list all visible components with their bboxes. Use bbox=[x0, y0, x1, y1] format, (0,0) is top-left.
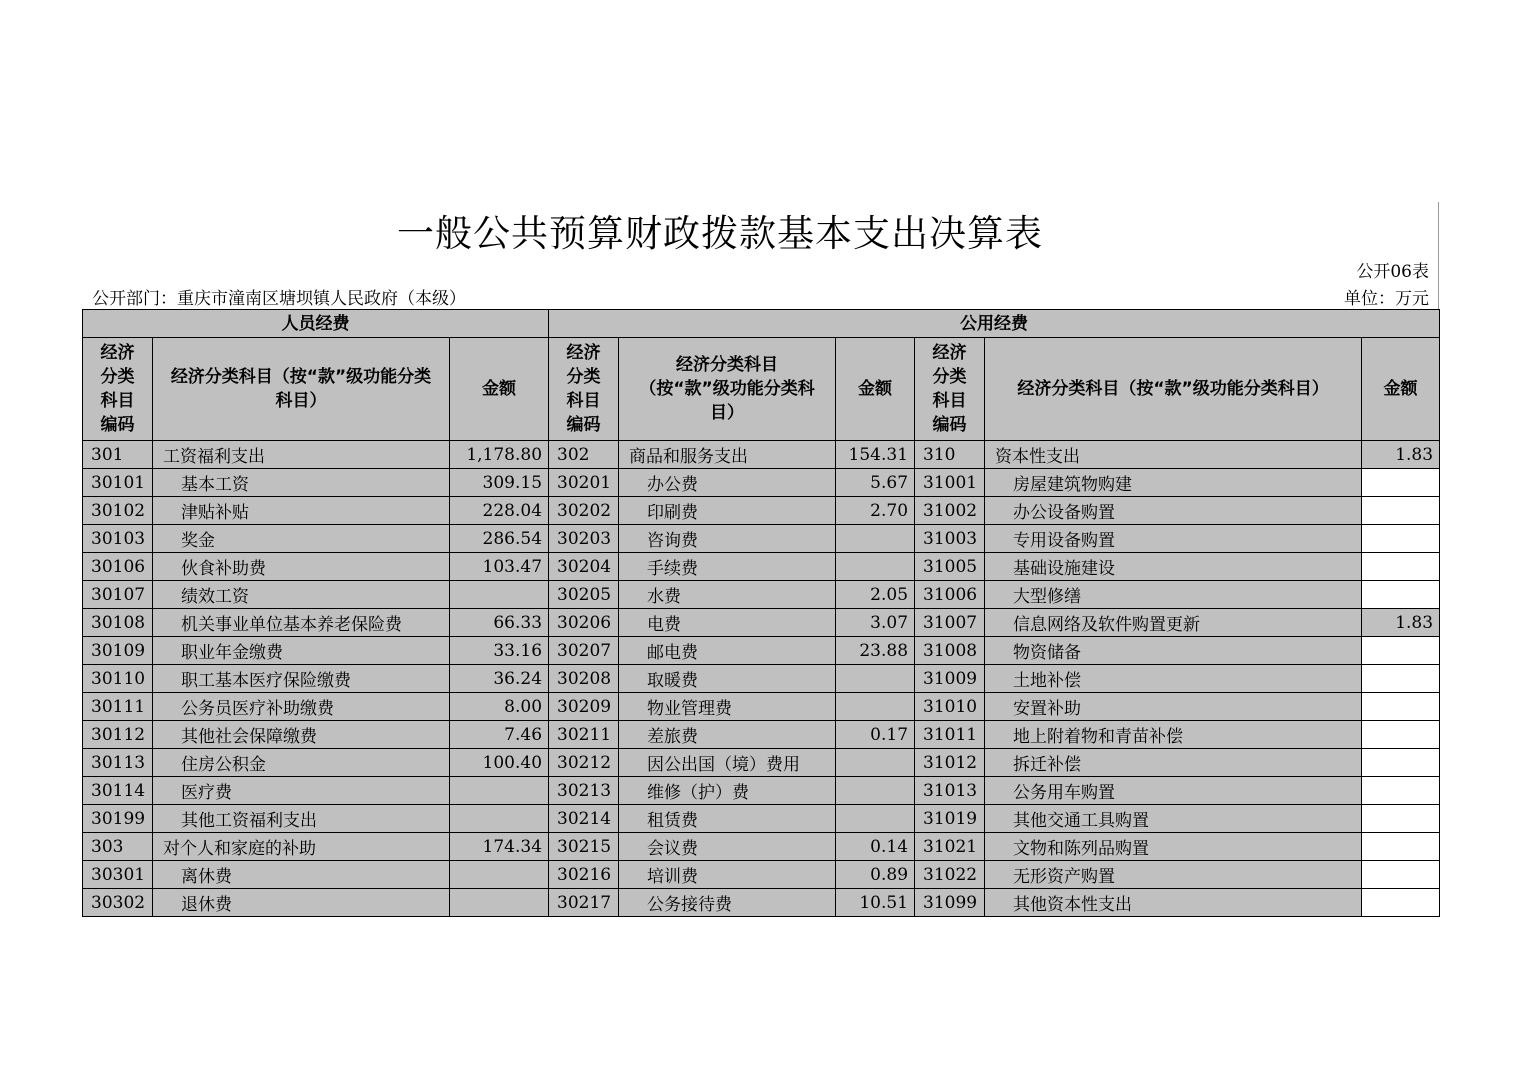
item-code: 30212 bbox=[549, 749, 619, 777]
table-row bbox=[83, 525, 1440, 553]
item-amount bbox=[1362, 777, 1440, 805]
item-amount: 103.47 bbox=[450, 553, 549, 581]
item-amount bbox=[836, 665, 915, 693]
item-name: 绩效工资 bbox=[153, 581, 450, 609]
item-name: 资本性支出 bbox=[985, 441, 1362, 469]
table-row bbox=[83, 609, 1440, 637]
item-name: 其他资本性支出 bbox=[985, 889, 1362, 917]
item-amount bbox=[1362, 861, 1440, 889]
item-code: 30211 bbox=[549, 721, 619, 749]
item-code: 31001 bbox=[915, 469, 985, 497]
item-amount: 10.51 bbox=[836, 889, 915, 917]
item-code: 31099 bbox=[915, 889, 985, 917]
item-name: 对个人和家庭的补助 bbox=[153, 833, 450, 861]
item-code: 30106 bbox=[83, 553, 153, 581]
item-code: 31006 bbox=[915, 581, 985, 609]
table-row bbox=[83, 777, 1440, 805]
item-amount bbox=[836, 777, 915, 805]
section-personnel: 人员经费 bbox=[83, 310, 549, 338]
item-name: 奖金 bbox=[153, 525, 450, 553]
item-amount: 7.46 bbox=[450, 721, 549, 749]
item-code: 301 bbox=[83, 441, 153, 469]
header-name: 经济分类科目（按“款”级功能分类科目） bbox=[153, 338, 450, 441]
item-amount bbox=[1362, 581, 1440, 609]
item-code: 30107 bbox=[83, 581, 153, 609]
item-amount bbox=[1362, 497, 1440, 525]
unit-label: 单位：万元 bbox=[1344, 289, 1429, 309]
item-amount bbox=[1362, 833, 1440, 861]
item-name: 取暖费 bbox=[619, 665, 836, 693]
item-amount bbox=[836, 553, 915, 581]
item-name: 无形资产购置 bbox=[985, 861, 1362, 889]
table-row bbox=[83, 861, 1440, 889]
header-name: 经济分类科目（按“款”级功能分类科目） bbox=[619, 338, 836, 441]
item-code: 31002 bbox=[915, 497, 985, 525]
item-amount: 228.04 bbox=[450, 497, 549, 525]
header-amount: 金额 bbox=[836, 338, 915, 441]
item-code: 30114 bbox=[83, 777, 153, 805]
item-name: 伙食补助费 bbox=[153, 553, 450, 581]
item-code: 30101 bbox=[83, 469, 153, 497]
item-name: 差旅费 bbox=[619, 721, 836, 749]
table-row bbox=[83, 889, 1440, 917]
item-code: 31019 bbox=[915, 805, 985, 833]
item-name: 公务用车购置 bbox=[985, 777, 1362, 805]
table-row bbox=[83, 581, 1440, 609]
item-amount: 100.40 bbox=[450, 749, 549, 777]
item-amount: 23.88 bbox=[836, 637, 915, 665]
item-name: 退休费 bbox=[153, 889, 450, 917]
item-amount bbox=[1362, 637, 1440, 665]
item-name: 水费 bbox=[619, 581, 836, 609]
item-code: 30206 bbox=[549, 609, 619, 637]
item-amount: 33.16 bbox=[450, 637, 549, 665]
item-code: 310 bbox=[915, 441, 985, 469]
item-name: 职业年金缴费 bbox=[153, 637, 450, 665]
item-name: 拆迁补偿 bbox=[985, 749, 1362, 777]
item-name: 大型修缮 bbox=[985, 581, 1362, 609]
item-amount: 0.14 bbox=[836, 833, 915, 861]
item-amount bbox=[450, 805, 549, 833]
item-name: 其他交通工具购置 bbox=[985, 805, 1362, 833]
item-amount: 3.07 bbox=[836, 609, 915, 637]
item-amount bbox=[450, 777, 549, 805]
table-row bbox=[83, 441, 1440, 469]
item-code: 302 bbox=[549, 441, 619, 469]
item-code: 31022 bbox=[915, 861, 985, 889]
item-code: 31012 bbox=[915, 749, 985, 777]
item-name: 培训费 bbox=[619, 861, 836, 889]
item-code: 30208 bbox=[549, 665, 619, 693]
item-code: 31003 bbox=[915, 525, 985, 553]
table-row bbox=[83, 553, 1440, 581]
item-name: 物业管理费 bbox=[619, 693, 836, 721]
item-amount bbox=[1362, 889, 1440, 917]
item-name: 会议费 bbox=[619, 833, 836, 861]
item-amount bbox=[1362, 469, 1440, 497]
item-code: 30109 bbox=[83, 637, 153, 665]
report-title: 一般公共预算财政拨款基本支出决算表 bbox=[397, 212, 1043, 255]
item-name: 基础设施建设 bbox=[985, 553, 1362, 581]
item-amount bbox=[1362, 525, 1440, 553]
item-name: 基本工资 bbox=[153, 469, 450, 497]
item-code: 31005 bbox=[915, 553, 985, 581]
header-code: 经济分类科目编码 bbox=[549, 338, 619, 441]
item-code: 30111 bbox=[83, 693, 153, 721]
item-name: 机关事业单位基本养老保险费 bbox=[153, 609, 450, 637]
item-code: 30215 bbox=[549, 833, 619, 861]
item-amount: 154.31 bbox=[836, 441, 915, 469]
item-name: 商品和服务支出 bbox=[619, 441, 836, 469]
item-amount: 286.54 bbox=[450, 525, 549, 553]
item-amount: 309.15 bbox=[450, 469, 549, 497]
item-name: 因公出国（境）费用 bbox=[619, 749, 836, 777]
item-code: 30199 bbox=[83, 805, 153, 833]
item-code: 31010 bbox=[915, 693, 985, 721]
item-amount bbox=[1362, 693, 1440, 721]
header-amount: 金额 bbox=[1362, 338, 1440, 441]
item-amount: 0.17 bbox=[836, 721, 915, 749]
item-name: 医疗费 bbox=[153, 777, 450, 805]
item-code: 30217 bbox=[549, 889, 619, 917]
item-name: 维修（护）费 bbox=[619, 777, 836, 805]
item-name: 其他工资福利支出 bbox=[153, 805, 450, 833]
item-code: 30216 bbox=[549, 861, 619, 889]
item-name: 津贴补贴 bbox=[153, 497, 450, 525]
item-amount bbox=[1362, 553, 1440, 581]
item-code: 31011 bbox=[915, 721, 985, 749]
item-amount: 8.00 bbox=[450, 693, 549, 721]
item-name: 租赁费 bbox=[619, 805, 836, 833]
item-name: 安置补助 bbox=[985, 693, 1362, 721]
item-amount: 5.67 bbox=[836, 469, 915, 497]
item-code: 31013 bbox=[915, 777, 985, 805]
table-row bbox=[83, 693, 1440, 721]
item-code: 30302 bbox=[83, 889, 153, 917]
table-row bbox=[83, 749, 1440, 777]
item-amount: 1.83 bbox=[1362, 441, 1440, 469]
item-amount bbox=[450, 889, 549, 917]
item-amount bbox=[836, 805, 915, 833]
table-body bbox=[83, 441, 1440, 917]
item-code: 31009 bbox=[915, 665, 985, 693]
item-name: 地上附着物和青苗补偿 bbox=[985, 721, 1362, 749]
item-name: 手续费 bbox=[619, 553, 836, 581]
item-amount: 66.33 bbox=[450, 609, 549, 637]
item-amount: 2.70 bbox=[836, 497, 915, 525]
section-public: 公用经费 bbox=[549, 310, 1440, 338]
item-name: 离休费 bbox=[153, 861, 450, 889]
item-amount bbox=[1362, 665, 1440, 693]
item-amount bbox=[836, 693, 915, 721]
table-row bbox=[83, 805, 1440, 833]
item-code: 30112 bbox=[83, 721, 153, 749]
budget-table bbox=[82, 309, 1440, 917]
item-code: 31021 bbox=[915, 833, 985, 861]
item-amount: 2.05 bbox=[836, 581, 915, 609]
item-name: 职工基本医疗保险缴费 bbox=[153, 665, 450, 693]
item-amount bbox=[450, 861, 549, 889]
item-amount bbox=[450, 581, 549, 609]
item-name: 咨询费 bbox=[619, 525, 836, 553]
item-code: 30113 bbox=[83, 749, 153, 777]
header-code: 经济分类科目编码 bbox=[915, 338, 985, 441]
item-code: 303 bbox=[83, 833, 153, 861]
item-amount: 1,178.80 bbox=[450, 441, 549, 469]
item-code: 31007 bbox=[915, 609, 985, 637]
header-name: 经济分类科目（按“款”级功能分类科目） bbox=[985, 338, 1362, 441]
item-name: 文物和陈列品购置 bbox=[985, 833, 1362, 861]
item-code: 30110 bbox=[83, 665, 153, 693]
item-amount bbox=[836, 525, 915, 553]
item-code: 30301 bbox=[83, 861, 153, 889]
item-name: 办公费 bbox=[619, 469, 836, 497]
item-name: 公务接待费 bbox=[619, 889, 836, 917]
item-amount bbox=[1362, 721, 1440, 749]
item-amount: 1.83 bbox=[1362, 609, 1440, 637]
item-code: 30103 bbox=[83, 525, 153, 553]
item-code: 31008 bbox=[915, 637, 985, 665]
item-code: 30209 bbox=[549, 693, 619, 721]
table-row bbox=[83, 833, 1440, 861]
table-row bbox=[83, 497, 1440, 525]
item-name: 住房公积金 bbox=[153, 749, 450, 777]
item-name: 印刷费 bbox=[619, 497, 836, 525]
item-code: 30203 bbox=[549, 525, 619, 553]
item-name: 电费 bbox=[619, 609, 836, 637]
department-label: 公开部门：重庆市潼南区塘坝镇人民政府（本级） bbox=[92, 289, 466, 309]
item-code: 30205 bbox=[549, 581, 619, 609]
item-name: 工资福利支出 bbox=[153, 441, 450, 469]
item-name: 房屋建筑物购建 bbox=[985, 469, 1362, 497]
item-amount: 36.24 bbox=[450, 665, 549, 693]
item-code: 30207 bbox=[549, 637, 619, 665]
item-amount: 174.34 bbox=[450, 833, 549, 861]
item-code: 30102 bbox=[83, 497, 153, 525]
header-amount: 金额 bbox=[450, 338, 549, 441]
item-code: 30201 bbox=[549, 469, 619, 497]
item-code: 30204 bbox=[549, 553, 619, 581]
item-amount bbox=[1362, 805, 1440, 833]
item-name: 邮电费 bbox=[619, 637, 836, 665]
item-amount bbox=[1362, 749, 1440, 777]
item-name: 其他社会保障缴费 bbox=[153, 721, 450, 749]
table-code: 公开06表 bbox=[1356, 262, 1429, 282]
item-code: 30202 bbox=[549, 497, 619, 525]
table-row bbox=[83, 665, 1440, 693]
item-amount: 0.89 bbox=[836, 861, 915, 889]
item-name: 物资储备 bbox=[985, 637, 1362, 665]
table-row bbox=[83, 721, 1440, 749]
item-name: 土地补偿 bbox=[985, 665, 1362, 693]
item-name: 公务员医疗补助缴费 bbox=[153, 693, 450, 721]
item-name: 专用设备购置 bbox=[985, 525, 1362, 553]
item-code: 30213 bbox=[549, 777, 619, 805]
table-row bbox=[83, 637, 1440, 665]
item-code: 30108 bbox=[83, 609, 153, 637]
header-code: 经济分类科目编码 bbox=[83, 338, 153, 441]
item-name: 信息网络及软件购置更新 bbox=[985, 609, 1362, 637]
table-row bbox=[83, 469, 1440, 497]
item-code: 30214 bbox=[549, 805, 619, 833]
item-amount bbox=[836, 749, 915, 777]
item-name: 办公设备购置 bbox=[985, 497, 1362, 525]
